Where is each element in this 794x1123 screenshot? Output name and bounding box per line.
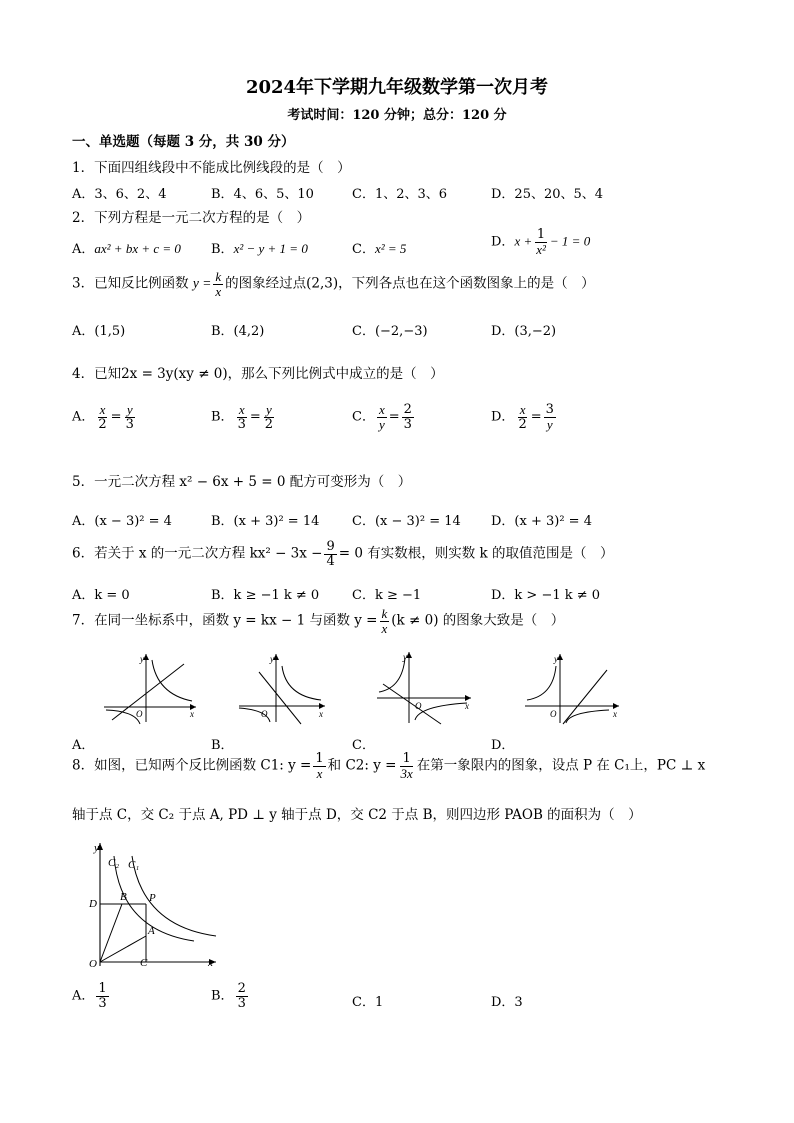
question-8-stem-line1: 8．如图，已知两个反比例函数 C1: y = $\frac{1}{x}$ 和 C2: y = $\frac{1}{3x}$ 在第一象限内的图象，设点 P 在 C₁上，PC ⊥ x [72, 751, 706, 781]
q5-option-c: C．(x − 3)² = 14 [352, 514, 461, 529]
q7-graph-d [523, 650, 623, 725]
q2-option-a: A．ax² + bx + c = 0 [72, 241, 181, 257]
svg-text:C₂: C₂ [108, 857, 120, 869]
q2-option-c: C．x² = 5 [352, 241, 407, 257]
graph-origin-label: O [136, 709, 143, 719]
svg-text:x: x [465, 701, 469, 711]
svg-text:x: x [208, 957, 213, 969]
question-3-stem: 3．已知反比例函数 y = $\frac{k}{x}$ 的图象经过点(2,3)，下列各点也在这个函数图象上的是（ ） [72, 269, 595, 299]
svg-text:P: P [149, 892, 156, 904]
q8-option-b: B． $\frac{2}{3}$ [211, 981, 246, 1011]
q5-option-a: A．(x − 3)² = 4 [72, 514, 172, 529]
q3-option-a: A．(1,5) [72, 324, 126, 339]
q8-option-a: A． $\frac{1}{3}$ [72, 981, 107, 1011]
q3-option-c: C．(−2,−3) [352, 324, 428, 339]
q3-option-b: B．(4,2) [211, 324, 265, 339]
q4-option-c: C． $\frac{x}{y}$ = $\frac{2}{3}$ [352, 402, 412, 432]
q1-option-c: C．1、2、3、6 [352, 187, 448, 202]
q6-option-d: D．k > −1 k ≠ 0 [491, 588, 601, 603]
svg-text:O: O [261, 709, 268, 719]
q5-option-b: B．(x + 3)² = 14 [211, 514, 320, 529]
q6-option-b: B．k ≥ −1 k ≠ 0 [211, 588, 320, 603]
q6-option-a: A．k = 0 [72, 588, 130, 603]
q3-option-d: D．(3,−2) [491, 324, 557, 339]
graph-x-label: x [190, 709, 194, 719]
svg-text:A: A [148, 925, 155, 937]
question-6-stem: 6．若关于 x 的一元二次方程 kx² − 3x − $\frac{9}{4}$ = 0 有实数根，则实数 k 的取值范围是（ ） [72, 539, 614, 569]
exam-info: 考试时间：120 分钟；总分：120 分 [287, 108, 507, 123]
q7-option-c: C． [352, 738, 375, 753]
q8-option-d: D．3 [491, 995, 523, 1010]
q7-graph-c [375, 648, 475, 725]
graph-y-label: y [140, 654, 144, 664]
question-7-stem: 7．在同一坐标系中，函数 y = kx − 1 与函数 y = $\frac{k}{x}$ (k ≠ 0) 的图象大致是（ ） [72, 606, 565, 636]
q7-graph-a [100, 650, 200, 725]
svg-text:C₁: C₁ [128, 859, 140, 871]
svg-text:O: O [550, 709, 557, 719]
q1-option-d: D．25、20、5、4 [491, 187, 604, 202]
svg-text:y: y [94, 842, 99, 854]
page-title: 2024年下学期九年级数学第一次月考 [245, 77, 549, 98]
svg-text:O: O [89, 958, 97, 970]
q7-option-a: A． [72, 738, 95, 753]
question-4-stem: 4．已知2x = 3y(xy ≠ 0)，那么下列比例式中成立的是（ ） [72, 366, 444, 382]
q7-graph-b [235, 650, 330, 725]
q8-option-c: C．1 [352, 995, 384, 1010]
q7-option-b: B． [211, 738, 234, 753]
q1-option-b: B．4、6、5、10 [211, 187, 314, 202]
svg-text:C: C [140, 957, 148, 969]
svg-text:y: y [554, 654, 558, 664]
q6-option-c: C．k ≥ −1 [352, 588, 422, 603]
question-2-stem: 2．下列方程是一元二次方程的是（ ） [72, 210, 311, 226]
q7-option-d: D． [491, 738, 515, 753]
q1-option-a: A．3、6、2、4 [72, 187, 167, 202]
question-8-stem-line2: 轴于点 C，交 C₂ 于点 A, PD ⊥ y 轴于点 D，交 C2 于点 B，则四边形 PAOB 的面积为（ ） [72, 807, 642, 823]
q4-option-a: A． $\frac{x}{2}$ = $\frac{y}{3}$ [72, 402, 134, 432]
svg-text:x: x [613, 709, 617, 719]
q2-option-d: D．x + $\frac{1}{\text{x²}}$ − 1 = 0 [491, 227, 591, 257]
q4-option-d: D． $\frac{x}{2}$ = $\frac{3}{y}$ [491, 402, 554, 432]
section-heading: 一、单选题（每题 3 分，共 30 分） [72, 134, 295, 150]
svg-text:B: B [120, 891, 127, 903]
q4-option-b: B． $\frac{x}{3}$ = $\frac{y}{2}$ [211, 402, 274, 432]
svg-text:O: O [415, 701, 422, 711]
q8-figure [78, 838, 223, 970]
question-1-stem: 1．下面四组线段中不能成比例线段的是（ ） [72, 160, 351, 176]
svg-text:y: y [270, 654, 274, 664]
svg-text:y: y [403, 652, 407, 662]
question-5-stem: 5．一元二次方程 x² − 6x + 5 = 0 配方可变形为（ ） [72, 474, 412, 490]
q5-option-d: D．(x + 3)² = 4 [491, 514, 592, 529]
svg-text:x: x [319, 709, 323, 719]
q2-option-b: B．x² − y + 1 = 0 [211, 241, 308, 257]
svg-text:D: D [89, 898, 97, 910]
